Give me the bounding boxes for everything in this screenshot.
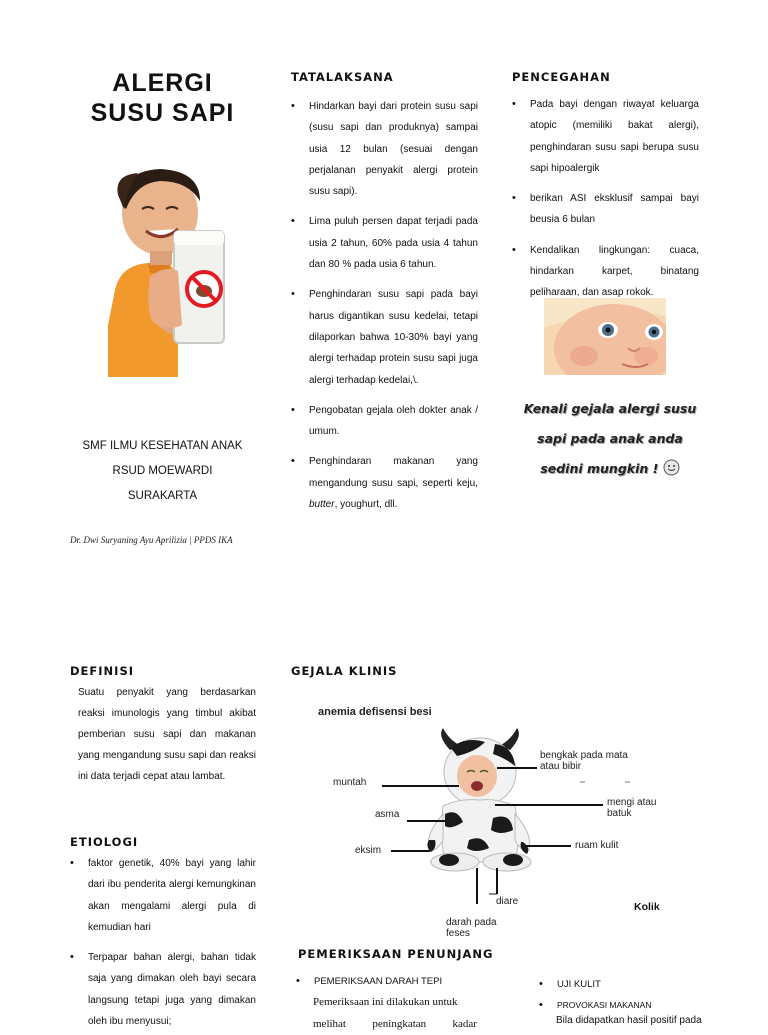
list-item: • Penghindaran makanan yang mengandung susu sapi, seperti keju, butter, youghurt, dll. (289, 451, 478, 515)
child-milk-photo (108, 165, 228, 377)
penunjang-heading: PEMERIKSAAN PENUNJANG (298, 947, 494, 961)
list-item: • UJI KULIT (537, 974, 727, 995)
label-eksim: eksim (355, 845, 382, 856)
list-item: • Hindarkan bayi dari protein susu sapi (susu sapi dan produknya) sampai usia 12 bulan (sesuai dengan perjalanan penyakit alergi protein susu sapi). (289, 96, 478, 202)
list-item: • Kendalikan lingkungan: cuaca, hindarkan karpet, binatang peliharaan, dan asap rokok. (510, 240, 699, 304)
list-item: • Pada bayi dengan riwayat keluarga atopic (memiliki bakat alergi), penghindaran susu sapi berupa susu sapi hipoalergik (510, 94, 699, 179)
label-darah: darah pada feses (446, 917, 497, 939)
penunjang-item3-text: Bila didapatkan hasil positif pada (556, 1015, 702, 1026)
penunjang-list-right (537, 974, 727, 995)
baby-face-photo (544, 298, 666, 375)
label-diare: diare (496, 896, 519, 907)
list-item: • PROVOKASI MAKANAN (537, 996, 727, 1014)
list-item: • PEMERIKSAAN DARAH TEPI (294, 971, 484, 992)
author-signature: Dr. Dwi Suryaning Ayu Aprilizia | PPDS IKA (70, 535, 233, 545)
label-muntah: muntah (333, 777, 367, 788)
label-asma: asma (375, 809, 400, 820)
etiologi-heading: ETIOLOGI (70, 835, 139, 849)
etiologi-list (68, 853, 256, 1032)
definisi-heading: DEFINISI (70, 664, 135, 678)
pencegahan-list (510, 94, 699, 304)
list-item: • Penghindaran susu sapi pada bayi harus digantikan susu kedelai, tetapi dilaporkan bahwa 10-30% bayi yang alergi terhadap protein susu sapi juga alergi terhadap kedelai,\. (289, 284, 478, 390)
awareness-callout: Kenali gejala alergi susu sapi pada anak anda sedini mungkin ! (523, 401, 697, 476)
penunjang-item1-text2: melihat peningkatan kadar (313, 1018, 477, 1030)
smiley-icon (663, 459, 680, 476)
list-item: • berikan ASI eksklusif sampai bayi beusia 6 bulan (510, 188, 699, 231)
pencegahan-heading: PENCEGAHAN (512, 70, 611, 84)
tatalaksana-list (289, 96, 478, 515)
definisi-text: Suatu penyakit yang berdasarkan reaksi imunologis yang timbul akibat pemberian susu sapi dan makanan yang mengandung susu sapi dan reaksi ini data terjadi cepat atau lambat. (78, 687, 256, 782)
label-mengi: mengi atau batuk (607, 797, 657, 819)
label-ruam: ruam kulit (575, 840, 619, 851)
tatalaksana-heading: TATALAKSANA (291, 70, 394, 84)
emphasis-text: butter (309, 499, 335, 511)
list-item: • Pengobatan gejala oleh dokter anak / umum. (289, 400, 478, 443)
penunjang-list-left (294, 971, 484, 992)
diagram-title: anemia defisensi besi (318, 706, 432, 718)
label-bengkak: bengkak pada mata atau bibir (540, 750, 628, 772)
penunjang-item1-text: Pemeriksaan ini dilakukan untuk (313, 996, 458, 1008)
page-title: ALERGI SUSU SAPI (90, 69, 235, 127)
penunjang-list-right-2 (537, 996, 727, 1014)
label-kolik: Kolik (634, 901, 660, 913)
institution-block: SMF ILMU KESEHATAN ANAK RSUD MOEWARDI SURAKARTA (82, 440, 243, 502)
list-item: • Lima puluh persen dapat terjadi pada usia 2 tahun, 60% pada usia 4 tahun dan 80 % pada usia 6 tahun. (289, 211, 478, 275)
list-item: • Terpapar bahan alergi, bahan tidak saja yang dimakan oleh bayi secara langsung tetapi juga yang dimakan oleh ibu menyusui; (68, 947, 256, 1032)
gejala-heading: GEJALA KLINIS (291, 664, 398, 678)
list-item: • faktor genetik, 40% bayi yang lahir dari ibu penderita alergi kemungkinan akan mengalami alergi pula di kemudian hari (68, 853, 256, 938)
